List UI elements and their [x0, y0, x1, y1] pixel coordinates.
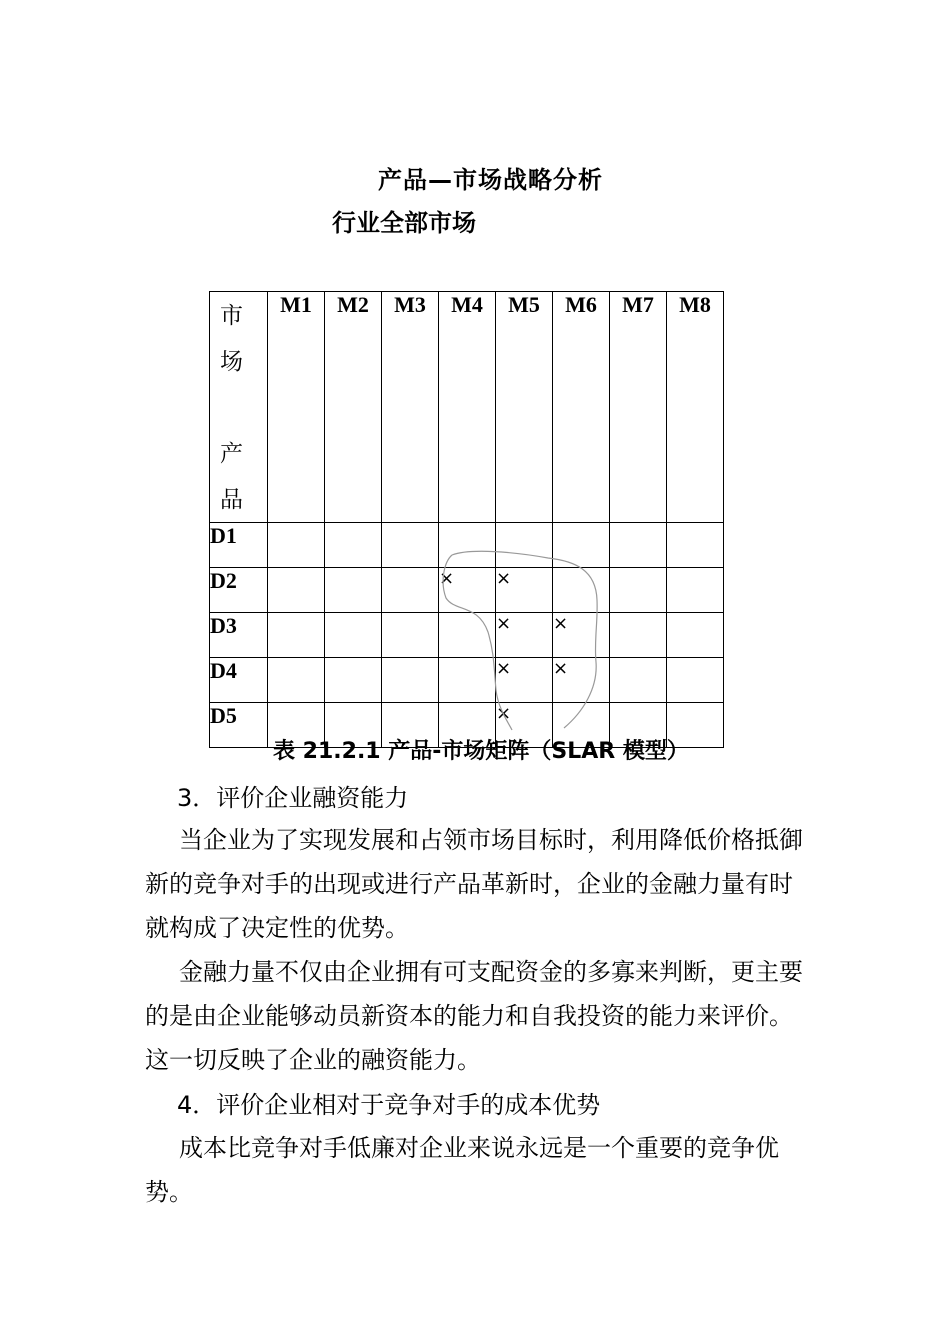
section-3-paragraph-2-text: 金融力量不仅由企业拥有可支配资金的多寡来判断，更主要的是由企业能够动员新资本的能力和自我投资的能力来评价。这一切反映了企业的融资能力。	[145, 958, 803, 1074]
matrix-cell	[667, 568, 724, 613]
column-header-m1: M1	[268, 292, 325, 523]
matrix-cell-mark: ×	[553, 613, 610, 658]
row-header-d3: D3	[210, 613, 268, 658]
matrix-cell	[610, 523, 667, 568]
matrix-cell	[439, 658, 496, 703]
column-header-m8: M8	[667, 292, 724, 523]
row-header-d2: D2	[210, 568, 268, 613]
corner-label-market-1: 市	[220, 303, 243, 329]
matrix-cell	[610, 568, 667, 613]
matrix-cell	[325, 568, 382, 613]
column-header-m2: M2	[325, 292, 382, 523]
corner-label-market-2: 场	[220, 349, 243, 375]
matrix-cell	[382, 568, 439, 613]
matrix-cell	[268, 523, 325, 568]
matrix-cell	[382, 658, 439, 703]
matrix-row-d4	[210, 658, 724, 703]
matrix-corner-cell	[210, 292, 268, 523]
table-caption: 表 21.2.1 产品-市场矩阵（SLAR 模型）	[273, 739, 689, 764]
matrix-row-d1	[210, 523, 724, 568]
corner-label-product-1: 产	[220, 441, 243, 467]
matrix-cell	[268, 568, 325, 613]
product-market-matrix	[209, 291, 724, 748]
matrix-cell-mark: ×	[496, 658, 553, 703]
column-header-m7: M7	[610, 292, 667, 523]
column-header-m6: M6	[553, 292, 610, 523]
matrix-cell	[268, 613, 325, 658]
matrix-cell	[667, 613, 724, 658]
column-header-m4: M4	[439, 292, 496, 523]
row-header-d1: D1	[210, 523, 268, 568]
section-3-heading: 3．评价企业融资能力	[177, 784, 409, 812]
section-3-paragraph-1	[145, 818, 815, 950]
matrix-cell-mark: ×	[496, 568, 553, 613]
section-3-paragraph-2	[145, 950, 815, 1082]
matrix-cell	[268, 658, 325, 703]
matrix-cell-mark: ×	[439, 568, 496, 613]
matrix-cell	[325, 658, 382, 703]
section-4-paragraph-1-text: 成本比竞争对手低廉对企业来说永远是一个重要的竞争优势。	[145, 1134, 779, 1206]
matrix-header-row	[210, 292, 724, 523]
document-title: 产品—市场战略分析	[378, 166, 603, 194]
section-4-paragraph-1	[145, 1126, 815, 1214]
corner-spacer	[210, 384, 267, 430]
matrix-cell-mark: ×	[496, 613, 553, 658]
section-4-heading: 4．评价企业相对于竞争对手的成本优势	[177, 1091, 601, 1119]
matrix-cell	[439, 523, 496, 568]
section-3-paragraph-1-text: 当企业为了实现发展和占领市场目标时，利用降低价格抵御新的竞争对手的出现或进行产品革新时，企业的金融力量有时就构成了决定性的优势。	[145, 826, 803, 942]
row-header-d5: D5	[210, 703, 268, 748]
row-header-d4: D4	[210, 658, 268, 703]
column-header-m5: M5	[496, 292, 553, 523]
matrix-cell	[496, 523, 553, 568]
matrix-cell	[553, 523, 610, 568]
matrix-cell	[382, 523, 439, 568]
matrix-cell	[439, 613, 496, 658]
corner-label-product-2: 品	[220, 487, 243, 513]
matrix-cell	[667, 523, 724, 568]
matrix-row-d2	[210, 568, 724, 613]
column-header-m3: M3	[382, 292, 439, 523]
matrix-cell	[325, 523, 382, 568]
matrix-cell	[382, 613, 439, 658]
matrix-cell	[553, 568, 610, 613]
document-subtitle: 行业全部市场	[332, 209, 476, 237]
matrix-cell-mark: ×	[553, 658, 610, 703]
matrix-cell	[610, 613, 667, 658]
matrix-row-d3	[210, 613, 724, 658]
matrix-cell	[610, 658, 667, 703]
matrix-cell	[325, 613, 382, 658]
matrix-cell	[667, 658, 724, 703]
matrix-cell-mark: ×	[496, 703, 553, 748]
